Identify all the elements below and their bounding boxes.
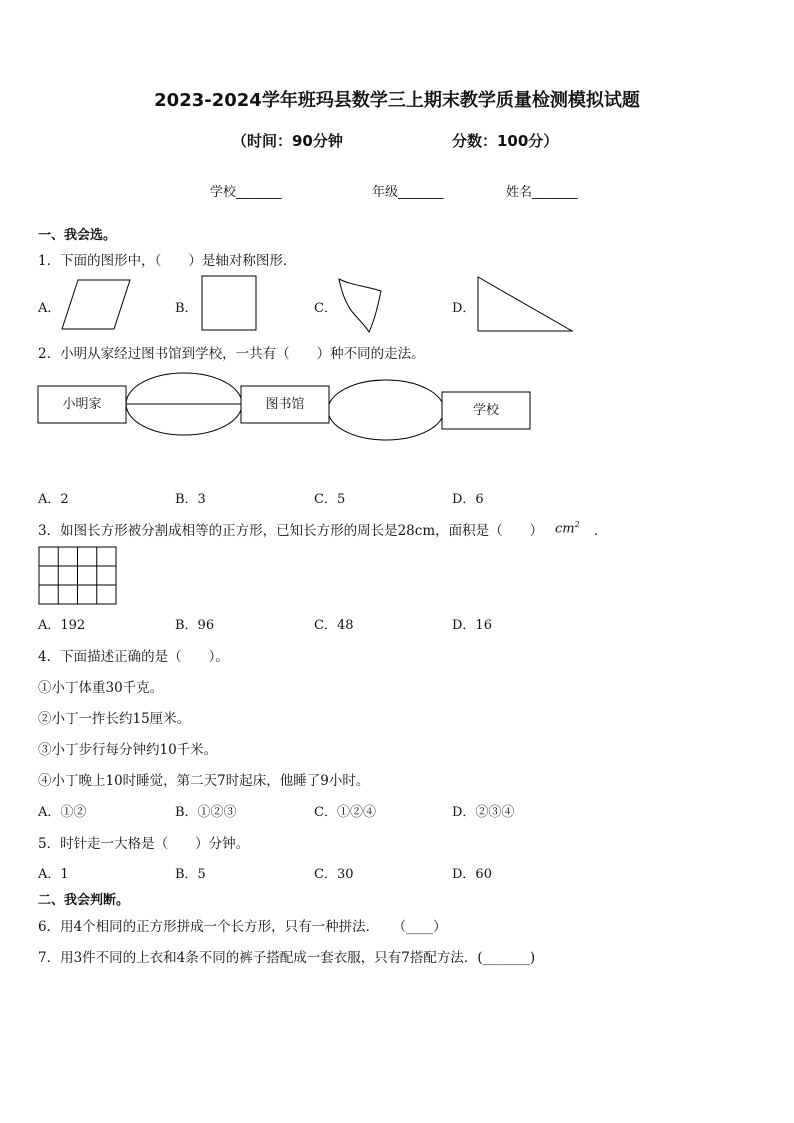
exam-time: （时间：90分钟 — [232, 132, 343, 150]
q4-option-c[interactable]: C．①②④ — [314, 805, 376, 820]
question-4: 4．下面描述正确的是（ ）。 — [38, 649, 229, 665]
q4-statement-1: ①小丁体重30千克。 — [38, 680, 164, 696]
q3-option-a[interactable]: A．192 — [38, 618, 86, 633]
square-figure — [200, 274, 258, 332]
q5-option-c[interactable]: C．30 — [314, 867, 354, 882]
q5-option-d[interactable]: D．60 — [452, 867, 492, 882]
q1-option-a[interactable]: A． — [38, 301, 61, 316]
page-title: 2023-2024学年班玛县数学三上期末教学质量检测模拟试题 — [154, 90, 640, 111]
q5-option-a[interactable]: A．1 — [38, 867, 69, 882]
q3-option-d[interactable]: D．16 — [452, 618, 492, 633]
question-2: 2．小明从家经过图书馆到学校，一共有（ ）种不同的走法。 — [38, 346, 425, 362]
irregular-shape-figure — [335, 277, 385, 335]
section-heading-choose: 一、我会选。 — [38, 228, 117, 243]
exam-score: 分数：100分） — [452, 132, 559, 150]
parallelogram-figure — [60, 278, 132, 332]
question-6: 6．用4个相同的正方形拼成一个长方形，只有一种拼法． （____） — [38, 919, 447, 935]
q2-option-a[interactable]: A．2 — [38, 492, 69, 507]
q3-option-c[interactable]: C．48 — [314, 618, 354, 633]
q2-option-c[interactable]: C．5 — [314, 492, 346, 507]
question-5: 5．时针走一大格是（ ）分钟。 — [38, 836, 250, 852]
q4-statement-2: ②小丁一拃长约15厘米。 — [38, 711, 191, 727]
question-7: 7．用3件不同的上衣和4条不同的裤子搭配成一套衣服，只有7搭配方法．(_______) — [38, 950, 536, 966]
q4-option-b[interactable]: B．①②③ — [175, 805, 237, 820]
rectangle-grid-figure — [38, 546, 118, 606]
grade-field[interactable]: 年级_______ — [372, 185, 444, 200]
name-field[interactable]: 姓名_______ — [506, 185, 578, 200]
school-field[interactable]: 学校_______ — [210, 185, 282, 200]
q4-option-d[interactable]: D．②③④ — [452, 805, 515, 820]
section-heading-judge: 二、我会判断。 — [38, 893, 130, 908]
home-label: 小明家 — [62, 397, 102, 412]
q4-option-a[interactable]: A．①② — [38, 805, 87, 820]
school-label: 学校 — [472, 403, 499, 418]
q3-option-b[interactable]: B．96 — [175, 618, 215, 633]
q2-option-d[interactable]: D．6 — [452, 492, 484, 507]
q3-tail: ． — [594, 523, 608, 539]
q1-option-c[interactable]: C． — [314, 301, 337, 316]
question-3: 3．如图长方形被分割成相等的正方形，已知长方形的周长是28cm，面积是（ ） — [38, 523, 544, 539]
q2-option-b[interactable]: B．3 — [175, 492, 206, 507]
question-1: 1．下面的图形中，（ ）是轴对称图形． — [38, 253, 297, 269]
q3-unit: $cm^2$ — [555, 520, 580, 537]
q1-option-b[interactable]: B． — [175, 301, 198, 316]
q1-option-d[interactable]: D． — [452, 301, 476, 316]
q5-option-b[interactable]: B．5 — [175, 867, 206, 882]
q4-statement-4: ④小丁晚上10时睡觉，第二天7时起床，他睡了9小时。 — [38, 773, 370, 789]
right-triangle-figure — [476, 275, 576, 334]
library-label: 图书馆 — [265, 397, 305, 412]
q4-statement-3: ③小丁步行每分钟约10千米。 — [38, 742, 218, 758]
